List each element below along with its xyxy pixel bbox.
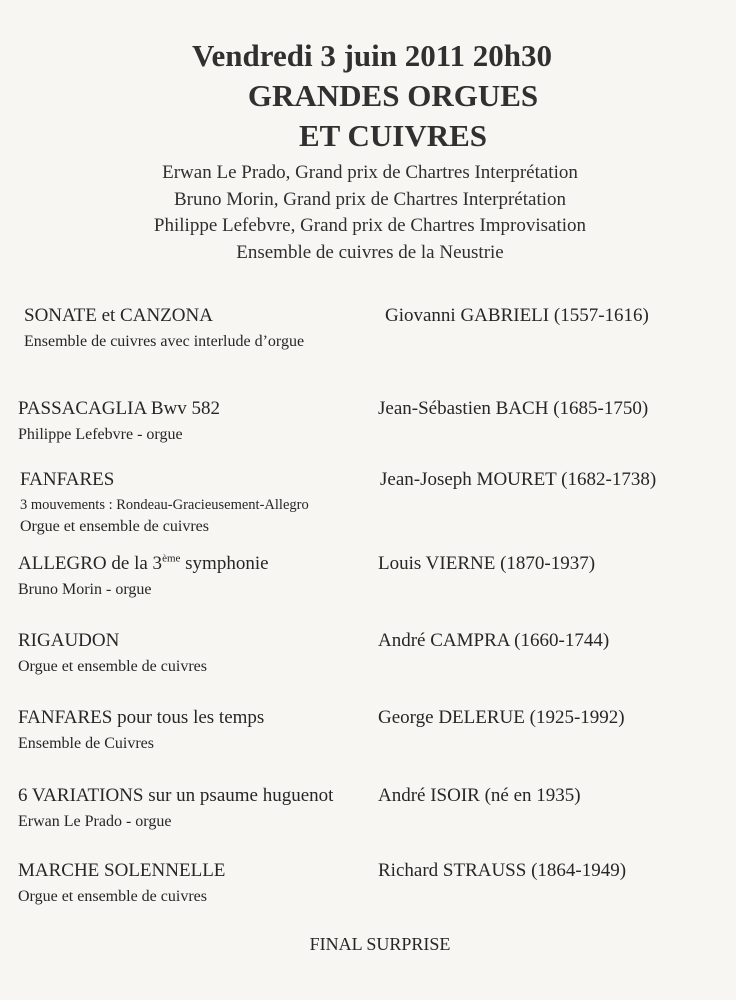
piece-detail: 3 mouvements : Rondeau-Gracieusement-Allegro xyxy=(20,497,309,513)
piece-composer: Giovanni GABRIELI (1557-1616) xyxy=(385,305,649,326)
piece-composer: Louis VIERNE (1870-1937) xyxy=(378,553,596,574)
piece-detail: Bruno Morin - orgue xyxy=(18,581,152,598)
piece-composer: André CAMPRA (1660-1744) xyxy=(378,630,610,651)
concert-date: Vendredi 3 juin 2011 20h30 xyxy=(191,38,553,73)
performer-line: Philippe Lefebvre, Grand prix de Chartres Improvisation xyxy=(153,215,587,236)
piece-composer: Jean-Sébastien BACH (1685-1750) xyxy=(378,398,649,419)
performer-line: Ensemble de cuivres de la Neustrie xyxy=(236,241,504,263)
piece-title: RIGAUDON xyxy=(18,630,120,651)
piece-composer: George DELERUE (1925-1992) xyxy=(378,707,625,728)
concert-title-line-2: ET CUIVRES xyxy=(298,118,488,153)
piece-detail: Ensemble de Cuivres xyxy=(18,735,154,752)
program-header xyxy=(0,36,736,266)
performers-list xyxy=(0,160,736,266)
piece-title: FANFARES xyxy=(20,469,115,490)
piece-title: 6 VARIATIONS sur un psaume huguenot xyxy=(18,785,334,806)
piece-detail: Orgue et ensemble de cuivres xyxy=(20,518,209,535)
performer-line: Erwan Le Prado, Grand prix de Chartres Interprétation xyxy=(162,162,578,183)
concert-title-line-1: GRANDES ORGUES xyxy=(247,78,539,113)
piece-title: SONATE et CANZONA xyxy=(24,305,213,326)
piece-title: MARCHE SOLENNELLE xyxy=(18,860,226,881)
piece-detail: Philippe Lefebvre - orgue xyxy=(18,426,183,443)
piece-composer: Jean-Joseph MOURET (1682-1738) xyxy=(380,469,657,490)
piece-detail: Orgue et ensemble de cuivres xyxy=(18,888,207,905)
piece-title: ALLEGRO de la 3ème symphonie xyxy=(18,552,269,574)
piece-title: PASSACAGLIA Bwv 582 xyxy=(18,398,221,419)
performer-line: Bruno Morin, Grand prix de Chartres Interprétation xyxy=(173,188,567,210)
piece-detail: Orgue et ensemble de cuivres xyxy=(18,658,207,675)
final-surprise-note: FINAL SURPRISE xyxy=(309,934,451,954)
piece-detail: Erwan Le Prado - orgue xyxy=(18,813,172,830)
superscript-ordinal: ème xyxy=(162,552,181,565)
piece-title: FANFARES pour tous les temps xyxy=(18,707,265,728)
piece-composer: André ISOIR (né en 1935) xyxy=(378,785,581,806)
piece-detail: Ensemble de cuivres avec interlude d’orgue xyxy=(24,333,305,350)
piece-composer: Richard STRAUSS (1864-1949) xyxy=(378,860,627,881)
